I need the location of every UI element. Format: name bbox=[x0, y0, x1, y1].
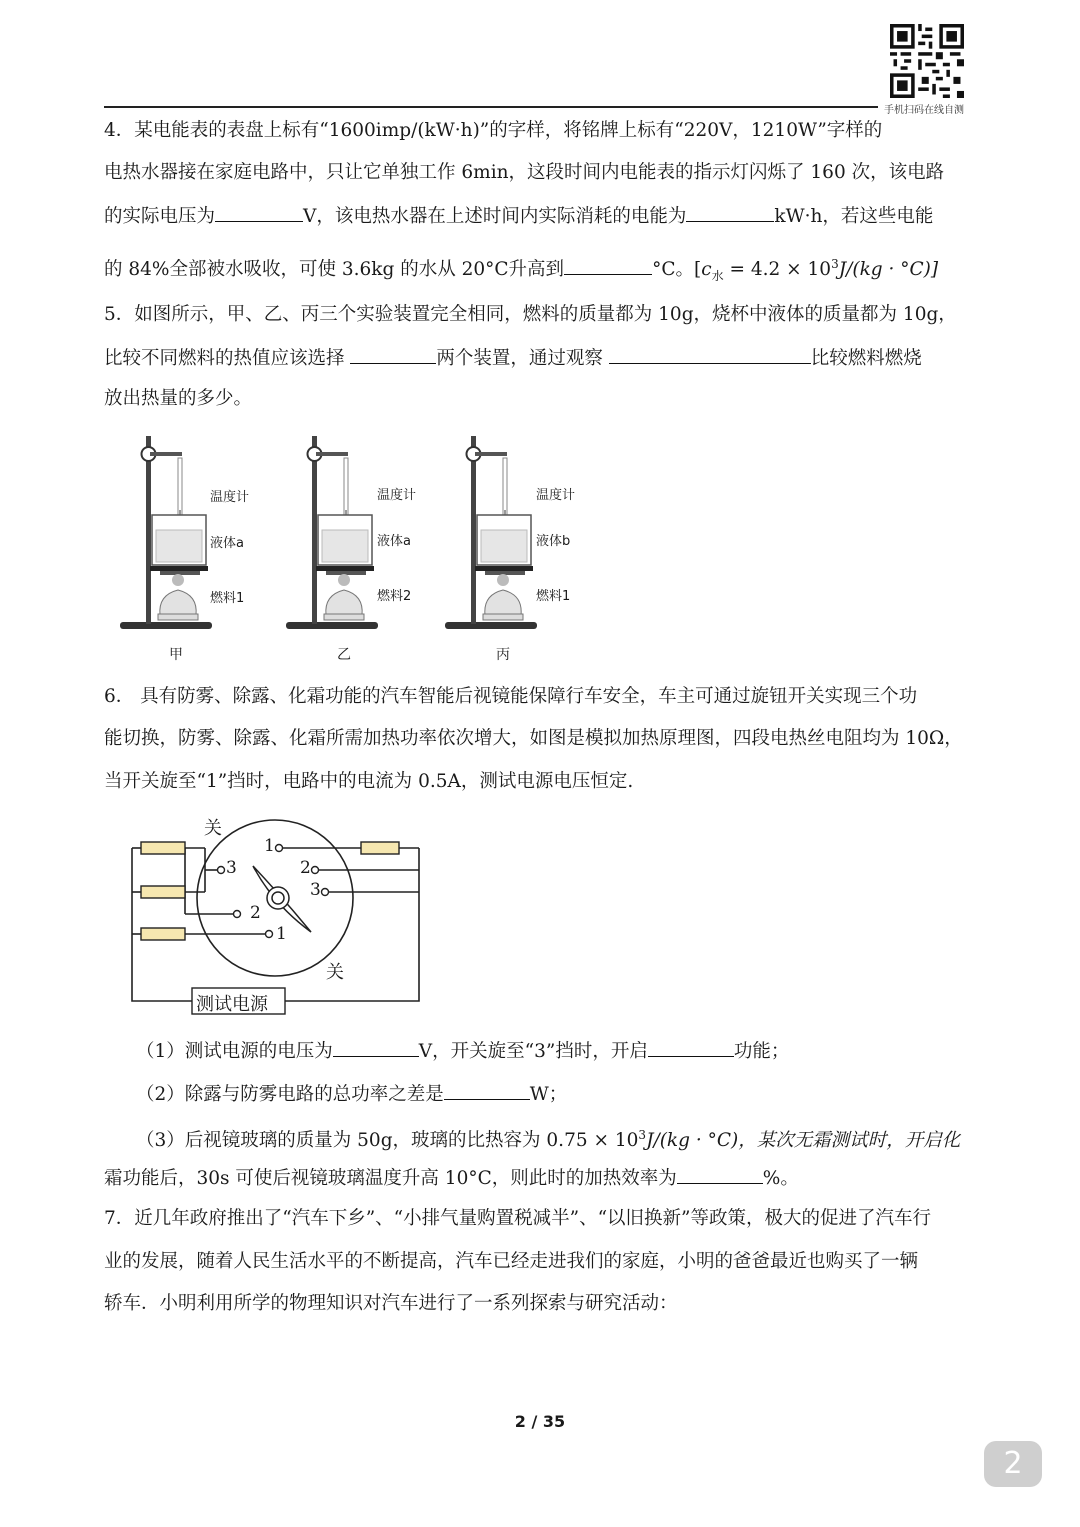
q5-line-3: 放出热量的多少。 bbox=[104, 388, 253, 409]
terminal-label-right-2: 2 bbox=[300, 858, 311, 878]
caption-yi: 乙 bbox=[337, 647, 351, 663]
q7-line-2: 业的发展，随着人民生活水平的不断提高，汽车已经走进我们的家庭，小明的爸爸最近也购买了一辆 bbox=[104, 1251, 919, 1272]
q4-blank-energy[interactable] bbox=[686, 202, 774, 222]
q4-line-1: 4．某电能表的表盘上标有“1600imp/(kW·h)”的字样，将铭牌上标有“220V，1210W”字样的 bbox=[104, 120, 883, 141]
q5-blank-devices[interactable] bbox=[350, 344, 436, 364]
q4-blank-temperature[interactable] bbox=[564, 255, 652, 275]
q6-line-2: 能切换，防雾、除露、化霜所需加热功率依次增大，如图是模拟加热原理图，四段电热丝电阻均为 10Ω， bbox=[104, 728, 963, 749]
q5-line-2-text-c: 比较燃料燃烧 bbox=[810, 348, 922, 369]
q5-blank-observe[interactable] bbox=[609, 344, 811, 364]
q4-line-3 bbox=[104, 202, 933, 230]
label-liquid-jia: 液体a bbox=[210, 536, 244, 551]
q6-sub-1 bbox=[136, 1037, 789, 1065]
q6-sub-1-text-a: （1）测试电源的电压为 bbox=[136, 1041, 333, 1062]
qr-caption: 手机扫码在线自测 bbox=[884, 105, 964, 116]
q6-sub-2-text-a: （2）除露与防雾电路的总功率之差是 bbox=[136, 1084, 444, 1105]
page-number: 2 / 35 bbox=[514, 1412, 566, 1431]
label-off-top: 关 bbox=[204, 818, 222, 839]
q6-blank-power-diff[interactable] bbox=[444, 1080, 530, 1100]
q5-apparatus-figure bbox=[120, 430, 540, 670]
q6-sub-3 bbox=[136, 1122, 960, 1154]
apparatus-yi bbox=[286, 436, 378, 629]
q4-line-3-text-a: 的实际电压为 bbox=[104, 206, 216, 227]
q5-line-1: 5．如图所示，甲、乙、丙三个实验装置完全相同，燃料的质量都为 10g，烧杯中液体的质量都为 10g， bbox=[104, 304, 957, 325]
q6-sub-1-text-b: V，开关旋至“3”挡时，开启 bbox=[418, 1041, 648, 1062]
q4-line-4-text-b: °C。[ bbox=[652, 259, 702, 281]
terminal-label-right-1: 1 bbox=[264, 836, 275, 856]
q7-line-3: 轿车．小明利用所学的物理知识对汽车进行了一系列探索与研究活动： bbox=[104, 1293, 678, 1314]
q6-blank-efficiency[interactable] bbox=[677, 1164, 763, 1184]
terminal-label-left-1: 1 bbox=[276, 924, 287, 944]
q5-line-2-text-b: 两个装置，通过观察 bbox=[436, 348, 609, 369]
q4-formula-unit: J/(kg · °C)] bbox=[838, 259, 939, 281]
q6-sub-2-text-b: W； bbox=[529, 1084, 568, 1105]
q5-line-2-text-a: 比较不同燃料的热值应该选择 bbox=[104, 348, 351, 369]
label-test-source: 测试电源 bbox=[196, 994, 268, 1015]
q4-formula-c: c bbox=[701, 259, 712, 281]
q6-sub-3-text-d: 霜功能后，30s 可使后视镜玻璃温度升高 10°C，则此时的加热效率为 bbox=[104, 1168, 677, 1189]
q6-blank-function[interactable] bbox=[648, 1037, 734, 1057]
page-badge[interactable]: 2 bbox=[984, 1441, 1042, 1487]
q4-formula-value: = 4.2 × 10 bbox=[723, 259, 832, 281]
header-rule bbox=[104, 106, 878, 108]
q4-blank-voltage[interactable] bbox=[215, 202, 303, 222]
q6-line-3: 当开关旋至“1”挡时，电路中的电流为 0.5A，测试电源电压恒定. bbox=[104, 771, 634, 792]
q6-sub-3-text-e: %。 bbox=[762, 1168, 799, 1189]
apparatus-jia bbox=[120, 436, 212, 629]
qr-code[interactable] bbox=[890, 24, 964, 98]
q6-circuit-diagram bbox=[125, 808, 430, 1018]
q4-line-3-text-c: kW·h，若这些电能 bbox=[774, 206, 934, 227]
label-thermometer-bing: 温度计 bbox=[536, 488, 576, 503]
label-fuel-bing: 燃料1 bbox=[536, 589, 571, 604]
q6-sub-3-cont bbox=[104, 1164, 799, 1192]
apparatus-bing bbox=[445, 436, 537, 629]
label-thermometer-jia: 温度计 bbox=[210, 490, 250, 505]
caption-jia: 甲 bbox=[169, 647, 183, 663]
q4-line-4 bbox=[104, 251, 938, 289]
label-fuel-yi: 燃料2 bbox=[377, 589, 412, 604]
q4-line-3-text-b: V，该电热水器在上述时间内实际消耗的电能为 bbox=[303, 206, 687, 227]
q4-formula-exp: 3 bbox=[831, 257, 839, 271]
q6-sub-3-text-a: （3）后视镜玻璃的质量为 50g，玻璃的比热容为 0.75 × 10 bbox=[136, 1130, 639, 1152]
label-fuel-jia: 燃料1 bbox=[210, 591, 245, 606]
q6-line-1: 6． 具有防雾、除露、化霜功能的汽车智能后视镜能保障行车安全，车主可通过旋钮开关实现三个功 bbox=[104, 686, 918, 707]
q4-formula-sub: 水 bbox=[711, 268, 724, 283]
q7-line-1: 7．近几年政府推出了“汽车下乡”、“小排气量购置税减半”、“以旧换新”等政策，极大的促进了汽车行 bbox=[104, 1208, 932, 1229]
terminal-label-left-3: 3 bbox=[226, 858, 237, 878]
terminal-label-right-3: 3 bbox=[310, 880, 321, 900]
caption-bing: 丙 bbox=[496, 647, 510, 663]
label-liquid-yi: 液体a bbox=[377, 534, 411, 549]
q6-blank-source-voltage[interactable] bbox=[333, 1037, 419, 1057]
label-liquid-bing: 液体b bbox=[536, 534, 571, 549]
q4-line-2: 电热水器接在家庭电路中，只让它单独工作 6min，这段时间内电能表的指示灯闪烁了 160 次，该电路 bbox=[104, 162, 945, 183]
q6-sub-3-exp: 3 bbox=[638, 1128, 647, 1142]
terminal-label-left-2: 2 bbox=[250, 903, 261, 923]
q6-sub-2 bbox=[136, 1080, 567, 1108]
label-thermometer-yi: 温度计 bbox=[377, 488, 417, 503]
q4-line-4-text-a: 的 84%全部被水吸收，可使 3.6kg 的水从 20°C升高到 bbox=[104, 259, 565, 281]
q6-sub-1-text-c: 功能； bbox=[733, 1041, 790, 1062]
q6-sub-3-text-c: J/(kg · °C)，某次无霜测试时，开启化 bbox=[646, 1130, 961, 1152]
label-off-bottom: 关 bbox=[326, 962, 344, 983]
q5-line-2 bbox=[104, 344, 922, 372]
